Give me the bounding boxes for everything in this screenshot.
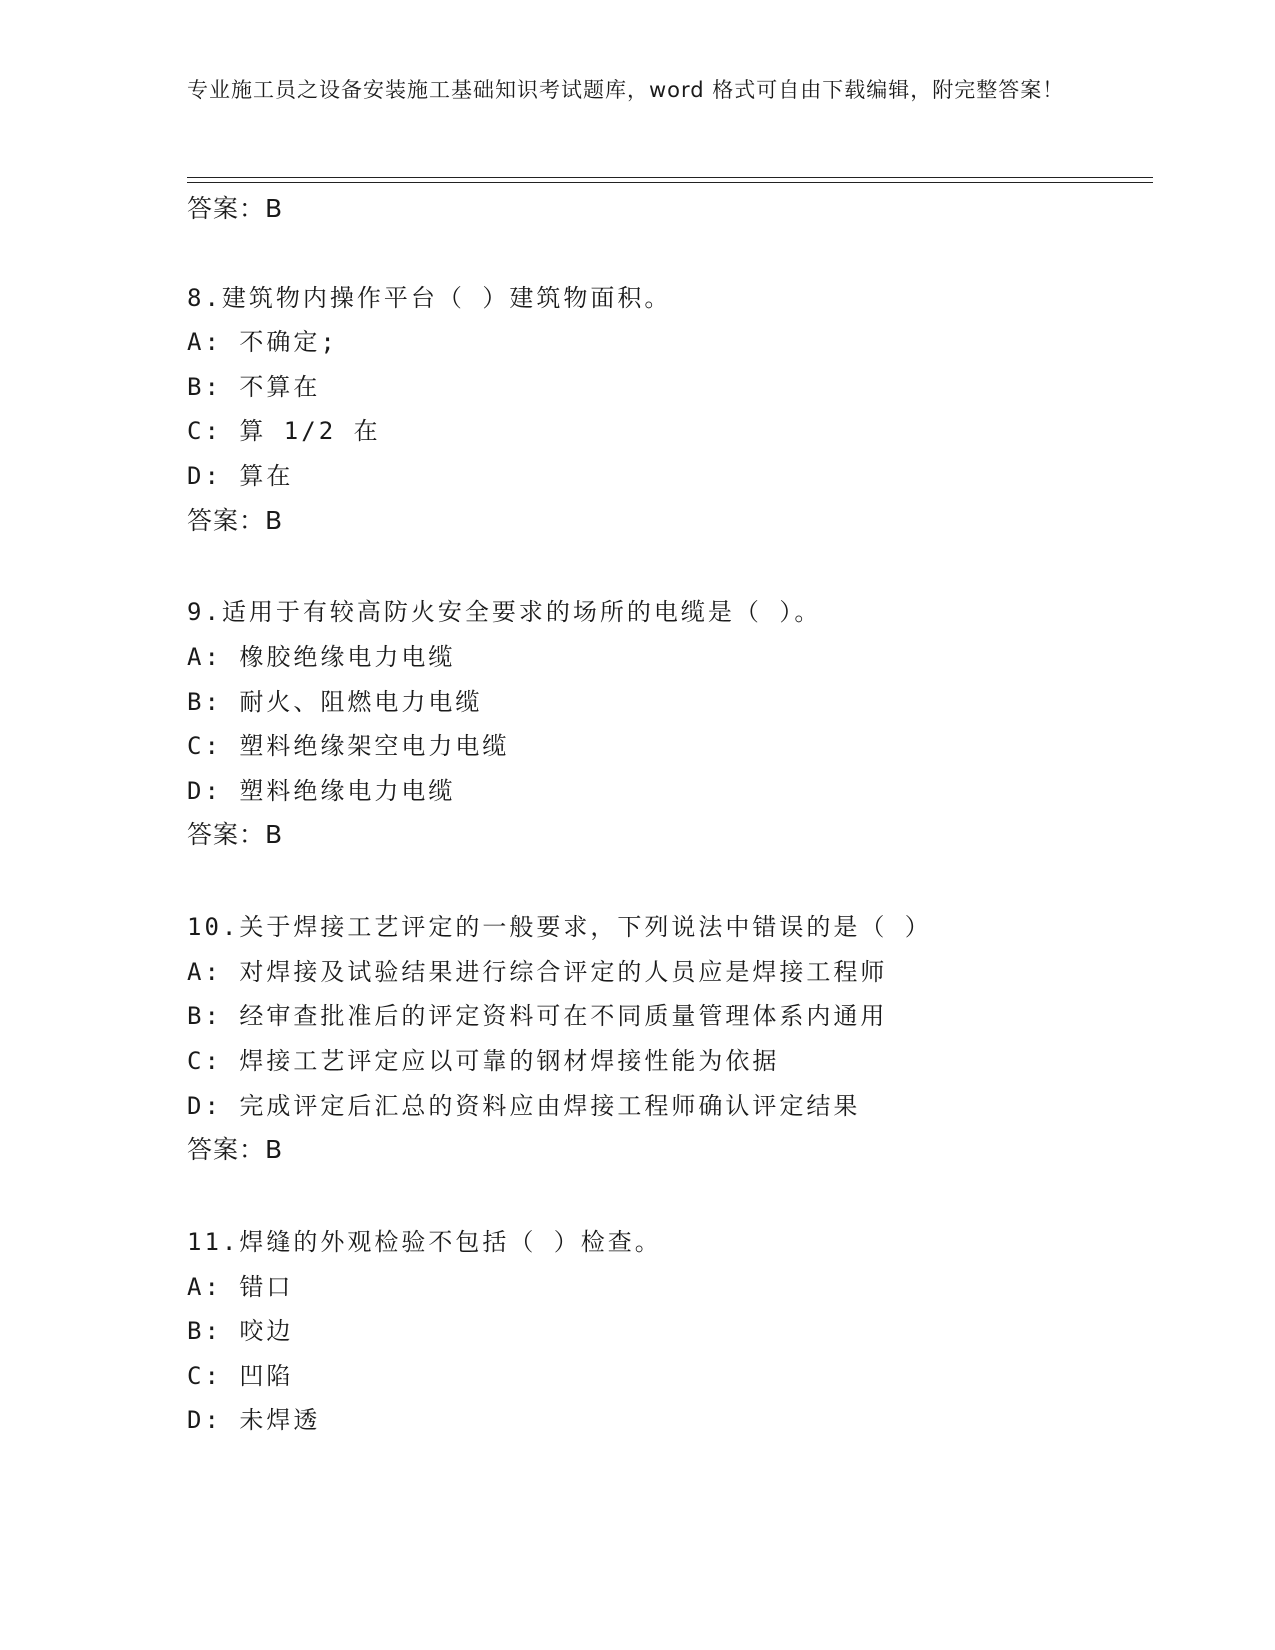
question-option: D: 塑料绝缘电力电缆 (187, 777, 456, 805)
question-stem: 8.建筑物内操作平台（ ）建筑物面积。 (187, 284, 672, 312)
question-option: C: 算 1/2 在 (187, 417, 381, 445)
question-stem: 11.焊缝的外观检验不包括（ ）检查。 (187, 1228, 662, 1256)
question-option: C: 塑料绝缘架空电力电缆 (187, 732, 510, 760)
question-option: A: 不确定; (187, 328, 338, 356)
answer-line: 答案：B (187, 506, 284, 535)
question-option: A: 橡胶绝缘电力电缆 (187, 643, 456, 671)
question-option: B: 经审查批准后的评定资料可在不同质量管理体系内通用 (187, 1002, 888, 1030)
document-header: 专业施工员之设备安装施工基础知识考试题库，word 格式可自由下载编辑，附完整答案！ (187, 78, 1065, 102)
question-option: C: 焊接工艺评定应以可靠的钢材焊接性能为依据 (187, 1047, 780, 1075)
header-rule-top (187, 177, 1153, 178)
question-option: D: 未焊透 (187, 1406, 321, 1434)
header-rule-bottom (187, 182, 1153, 183)
answer-line: 答案：B (187, 1135, 284, 1164)
question-stem: 9.适用于有较高防火安全要求的场所的电缆是（ ）。 (187, 598, 822, 626)
question-option: A: 对焊接及试验结果进行综合评定的人员应是焊接工程师 (187, 958, 888, 986)
question-option: D: 算在 (187, 462, 294, 490)
question-option: B: 耐火、阻燃电力电缆 (187, 688, 483, 716)
question-option: D: 完成评定后汇总的资料应由焊接工程师确认评定结果 (187, 1092, 861, 1120)
question-option: A: 错口 (187, 1273, 294, 1301)
question-option: B: 咬边 (187, 1317, 294, 1345)
answer-line: 答案：B (187, 194, 284, 223)
answer-line: 答案：B (187, 820, 284, 849)
question-option: C: 凹陷 (187, 1362, 294, 1390)
question-option: B: 不算在 (187, 373, 321, 401)
question-stem: 10.关于焊接工艺评定的一般要求，下列说法中错误的是（ ） (187, 913, 932, 941)
